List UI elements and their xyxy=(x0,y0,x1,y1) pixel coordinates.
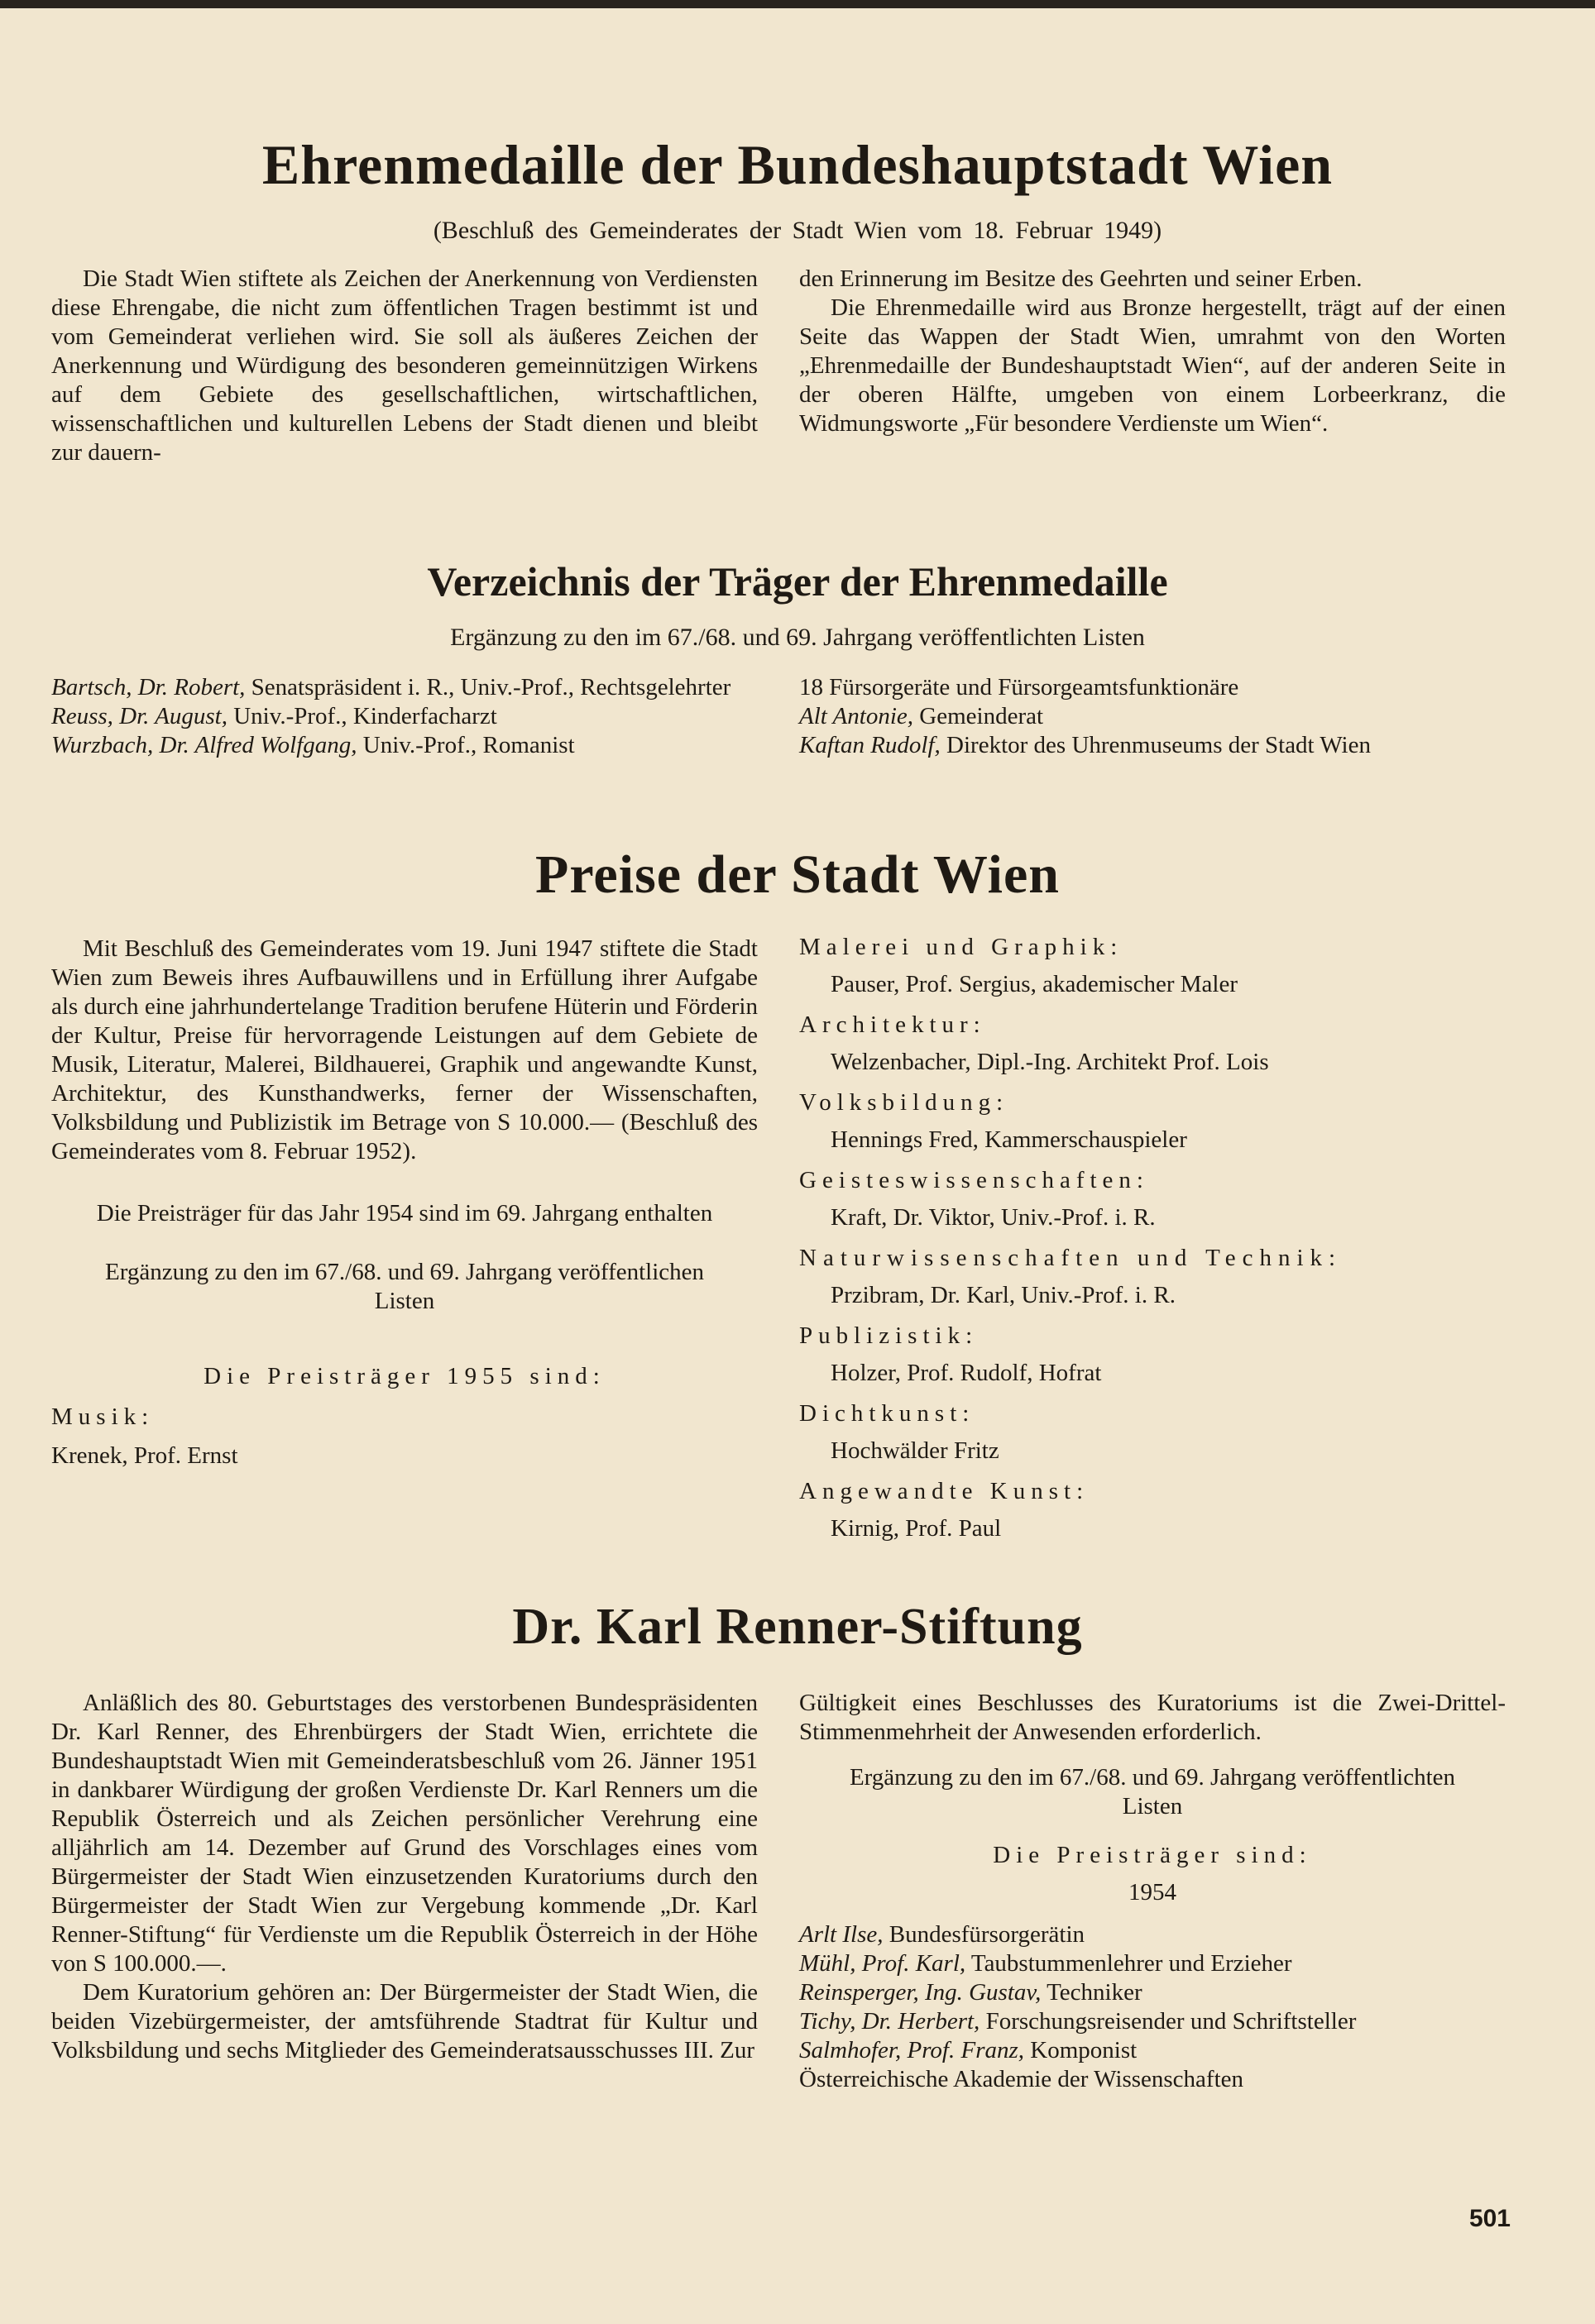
register-subtitle: Ergänzung zu den im 67./68. und 69. Jahrgang veröffentlichten Listen xyxy=(450,624,1145,651)
register-entry-name: Alt Antonie, xyxy=(799,703,914,729)
prize-category: Malerei und Graphik: xyxy=(799,934,1123,960)
prize-category: Dichtkunst: xyxy=(799,1400,975,1427)
register-entry-name: Bartsch, Dr. Robert, xyxy=(51,674,246,701)
register-entry xyxy=(51,731,758,760)
register-right-list xyxy=(799,673,1506,760)
renner-right-p1: Gültigkeit eines Beschlusses des Kuratoriums ist die Zwei-Drittel-Stimmenmehrheit der Anwesenden erforderlich. xyxy=(799,1690,1506,1745)
renner-title: Dr. Karl Renner-Stiftung xyxy=(512,1599,1083,1655)
prize-category: Angewandte Kunst: xyxy=(799,1478,1090,1504)
register-entry xyxy=(51,673,758,702)
prize-category: Musik: xyxy=(51,1403,155,1430)
prize-winner: Kirnig, Prof. Paul xyxy=(831,1515,1002,1542)
renner-winner-desc: Forschungsreisender und Schriftsteller xyxy=(985,2008,1357,2035)
page-number: 501 xyxy=(1468,2205,1511,2232)
renner-left-p1: Anläßlich des 80. Geburtstages des verstorbenen Bundespräsidenten Dr. Karl Renner, des Ehrenbürgers der Stadt Wien, errichtete die Bundeshauptstadt Wien mit Gemeinderatsbeschluß vom 26. Jänner 1951 in dankbarer Würdigung der großen Verdienste Dr. Karl Renners um die Republik Österreich und als Zeichen persönlicher Verehrung eine alljährlich am 14. Dezember auf Grund des Vorschlages eines vom Bürgermeister der Stadt Wien einzusetzenden Kuratoriums durch den Bürgermeister der Stadt Wien zur Vergebung kommende „Dr. Karl Renner-Stiftung“ für Verdienste um die Republik Österreich in der Höhe von S 100.000.—. xyxy=(51,1690,758,1977)
prizes-note-1954: Die Preisträger für das Jahr 1954 sind im 69. Jahrgang enthalten xyxy=(96,1200,713,1227)
renner-winner xyxy=(799,2007,1506,2036)
prize-winner: Kraft, Dr. Viktor, Univ.-Prof. i. R. xyxy=(831,1204,1156,1231)
prize-category: Volksbildung: xyxy=(799,1089,1009,1116)
register-entry-desc: 18 Fürsorgeräte und Fürsorgeamtsfunktionäre xyxy=(799,674,1239,701)
renner-winner-desc: Komponist xyxy=(1030,2037,1138,2063)
register-entry-desc: Direktor des Uhrenmuseums der Stadt Wien xyxy=(946,732,1371,758)
register-entry xyxy=(51,702,758,731)
register-entry-desc: Senatspräsident i. R., Univ.-Prof., Rechtsgelehrter xyxy=(251,674,731,701)
register-entry-desc: Gemeinderat xyxy=(919,703,1044,729)
prizes-left-column xyxy=(51,935,758,1470)
prize-winner: Hochwälder Fritz xyxy=(831,1437,999,1464)
register-entry xyxy=(799,702,1506,731)
renner-winner-desc: Techniker xyxy=(1047,1979,1142,2006)
prizes-intro: Mit Beschluß des Gemeinderates vom 19. Juni 1947 stiftete die Stadt Wien zum Beweis ihres Aufbauwillens und in Erfüllung ihrer Aufgabe als durch eine jahrhundertelange Tradition berufene Hüterin und Förderin der Kultur, Preise für hervorragende Leistungen auf dem Gebiete de Musik, Literatur, Malerei, Bildhauerei, Graphik und angewandte Kunst, Architektur, des Kunsthandwerks, ferner der Wissenschaften, Volksbildung und Publizistik im Betrage von S 10.000.— (Beschluß des Gemeinderates vom 8. Februar 1952). xyxy=(51,935,758,1164)
register-title: Verzeichnis der Träger der Ehrenmedaille xyxy=(427,558,1168,605)
prize-winner: Pauser, Prof. Sergius, akademischer Maler xyxy=(831,971,1238,997)
prize-winner: Welzenbacher, Dipl.-Ing. Architekt Prof. Lois xyxy=(831,1049,1269,1075)
renner-winner-name: Reinsperger, Ing. Gustav, xyxy=(799,1979,1042,2006)
prize-category: Architektur: xyxy=(799,1011,986,1038)
register-entry xyxy=(799,731,1506,760)
prize-winner: Przibram, Dr. Karl, Univ.-Prof. i. R. xyxy=(831,1282,1176,1308)
prize-category: Geisteswissenschaften: xyxy=(799,1167,1149,1193)
renner-winner-name: Arlt Ilse, xyxy=(799,1921,884,1948)
prize-winner: Hennings Fred, Kammerschauspieler xyxy=(831,1126,1187,1153)
register-entry-name: Kaftan Rudolf, xyxy=(799,732,941,758)
renner-winner xyxy=(799,1949,1506,1978)
renner-winner-name: Salmhofer, Prof. Franz, xyxy=(799,2037,1025,2063)
renner-winner xyxy=(799,1920,1506,1949)
prizes-title: Preise der Stadt Wien xyxy=(535,844,1060,905)
register-left-list xyxy=(51,673,758,760)
register-entry-name: Wurzbach, Dr. Alfred Wolfgang, xyxy=(51,732,357,758)
medal-right-line1: den Erinnerung im Besitze des Geehrten und seiner Erben. xyxy=(799,265,1363,292)
medal-right-text: Die Ehrenmedaille wird aus Bronze hergestellt, trägt auf der einen Seite das Wappen der Stadt Wien, umrahmt von den Worten „Ehrenmedaille der Bundeshauptstadt Wien“, auf der anderen Seite in der oberen Hälfte, umgeben von einem Lorbeerkranz, die Widmungsworte „Für besondere Verdienste um Wien“. xyxy=(799,294,1506,437)
renner-winner-desc: Österreichische Akademie der Wissenschaften xyxy=(799,2066,1244,2092)
renner-winner xyxy=(799,2036,1506,2065)
renner-winner xyxy=(799,1978,1506,2007)
prize-category: Naturwissenschaften und Technik: xyxy=(799,1245,1343,1271)
medal-right-column xyxy=(799,265,1506,438)
medal-subtitle: (Beschluß des Gemeinderates der Stadt Wien vom 18. Februar 1949) xyxy=(433,217,1162,244)
renner-winner xyxy=(799,2065,1506,2094)
prize-category: Publizistik: xyxy=(799,1322,979,1349)
register-entry-desc: Univ.-Prof., Romanist xyxy=(362,732,575,758)
prizes-winners-heading: Die Preisträger 1955 sind: xyxy=(204,1363,606,1389)
renner-year: 1954 xyxy=(1128,1879,1176,1906)
renner-right-column xyxy=(799,1689,1506,2094)
medal-left-column xyxy=(51,265,758,467)
renner-supplement-note: Ergänzung zu den im 67./68. und 69. Jahrgang veröffentlichten Listen xyxy=(849,1764,1456,1820)
medal-left-text: Die Stadt Wien stiftete als Zeichen der Anerkennung von Verdiensten diese Ehrengabe, die nicht zum öffentlichen Tragen bestimmt ist und vom Gemeinderat verliehen wird. Sie soll als äußeres Zeichen der Anerkennung und Würdigung des besonderen gemeinnützigen Wirkens auf dem Gebiete des gesellschaftlichen, wirtschaftlichen, wissenschaftlichen und kulturellen Lebens der Stadt dienen und bleibt zur dauern- xyxy=(51,265,758,466)
medal-title: Ehrenmedaille der Bundeshauptstadt Wien xyxy=(261,133,1334,196)
renner-winner-desc: Taubstummenlehrer und Erzieher xyxy=(970,1950,1292,1977)
renner-winner-name: Tichy, Dr. Herbert, xyxy=(799,2008,980,2035)
register-entry-desc: Univ.-Prof., Kinderfacharzt xyxy=(233,703,497,729)
register-entry xyxy=(799,673,1506,702)
renner-left-p2: Dem Kuratorium gehören an: Der Bürgermeister der Stadt Wien, die beiden Vizebürgermeister, der amtsführende Stadtrat für Kultur und Volksbildung und sechs Mitglieder des Gemeinderatsausschusses III. Zur xyxy=(51,1979,758,2063)
prize-winner: Krenek, Prof. Ernst xyxy=(51,1442,238,1469)
renner-winner-name: Mühl, Prof. Karl, xyxy=(799,1950,966,1977)
scan-edge xyxy=(0,0,1595,8)
renner-left-column xyxy=(51,1689,758,2065)
renner-winners-heading: Die Preisträger sind: xyxy=(993,1842,1312,1868)
prizes-right-column xyxy=(799,933,1506,1555)
register-entry-name: Reuss, Dr. August, xyxy=(51,703,228,729)
prizes-supplement-note: Ergänzung zu den im 67./68. und 69. Jahrgang veröffentlichen Listen xyxy=(104,1259,705,1314)
renner-winner-desc: Bundesfürsorgerätin xyxy=(889,1921,1085,1948)
prize-winner: Holzer, Prof. Rudolf, Hofrat xyxy=(831,1360,1102,1386)
